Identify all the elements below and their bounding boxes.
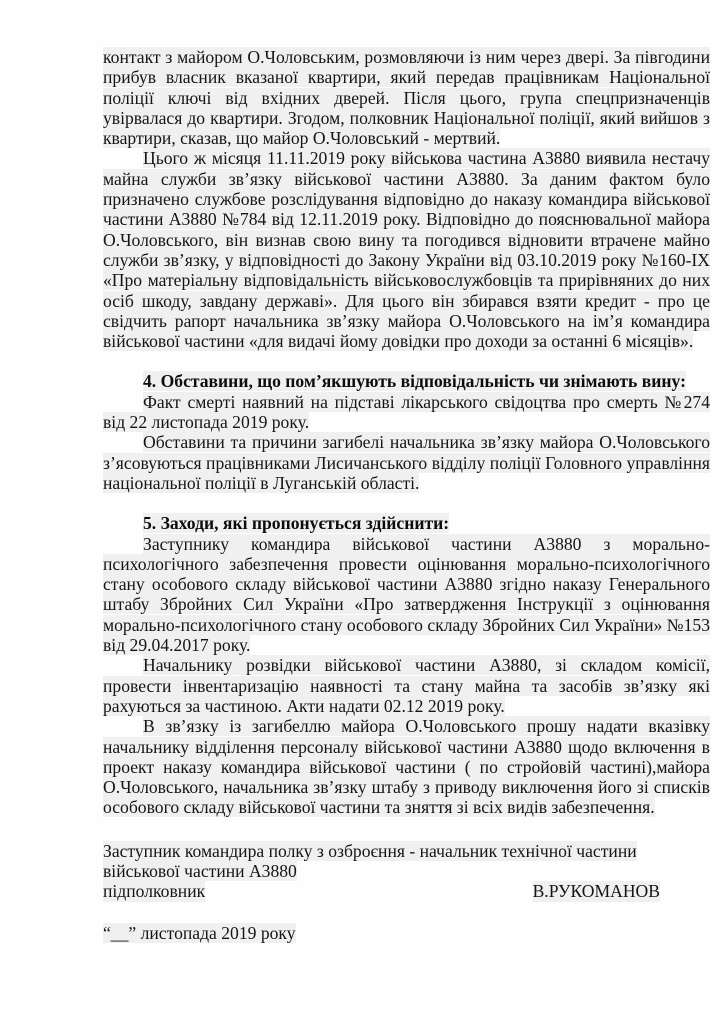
heading-text: 4. Обставини, що пом’якшують відповідальність чи знімають вину: — [143, 371, 686, 392]
paragraph-text: Факт смерті наявний на підставі лікарського свідоцтва про смерть №274 від 22 листопада 2019 року. — [103, 391, 710, 433]
body-paragraph — [103, 392, 710, 433]
date-text: “__” листопада 2019 року — [103, 922, 296, 943]
section-heading-5 — [103, 513, 710, 533]
section-heading-4 — [103, 371, 710, 391]
signature-unit-line — [103, 861, 710, 881]
date-line — [103, 923, 710, 943]
paragraph-text: Заступнику командира військової частини А3880 з морально-психологічного забезпечення провести оцінювання морально-психологічного стану особового складу військової частини А3880 згідно наказу Генерального штабу Збройних Сил України «Про затвердження Інструкції з оцінювання морально-психологічного стану особового складу Збройних Сил України» №153 від 29.04.2017 року. — [103, 533, 710, 656]
signature-position-line — [103, 841, 710, 861]
body-paragraph — [103, 534, 710, 656]
signature-rank-name-row — [103, 881, 710, 901]
paragraph-text: Обставини та причини загибелі начальника зв’язку майора О.Чоловського з’ясовуються працівниками Лисичанського відділу поліції Головного управління національної поліції в Луганській області. — [103, 432, 710, 493]
body-paragraph — [103, 47, 710, 148]
paragraph-text: Начальнику розвідки військової частини А3880, зі складом комісії, провести інвентаризацію наявності та стану майна та засобів зв’язку які рахуються за частиною. Акти надати 02.12 2019 року. — [103, 655, 710, 716]
signature-unit-text: військової частини А3880 — [103, 860, 297, 881]
signature-position-text: Заступник командира полку з озброєння - начальник технічної частини — [103, 840, 637, 861]
body-paragraph — [103, 432, 710, 493]
paragraph-text: Цього ж місяця 11.11.2019 року військова частина А3880 виявила нестачу майна служби зв’язку військової частини А3880. За даним фактом було призначено службове розслідування відповідно до наказу командира військової частини А3880 №784 від 12.11.2019 року. Відповідно до пояснювальної майора О.Чоловського, він визнав свою вину та погодився відновити втрачене майно служби зв’язку, у відповідності до Закону України від 03.10.2019 року №160-ІХ «Про матеріальну відповідальність військовослужбовців та прирівняних до них осіб шкоду, завдану державі». Для цього він збирався взяти кредит - про це свідчить рапорт начальника зв’язку майора О.Чоловського на ім’я командира військової частини «для видачі йому довідки про доходи за останні 6 місяців». — [103, 148, 710, 352]
document-body — [103, 47, 710, 943]
signature-rank: підполковник — [103, 881, 206, 902]
signature-name: В.РУКОМАНОВ — [532, 881, 660, 902]
body-paragraph — [103, 148, 710, 351]
body-paragraph — [103, 655, 710, 716]
heading-text: 5. Заходи, які пропонується здійснити: — [143, 513, 450, 534]
body-paragraph — [103, 716, 710, 817]
signature-block — [103, 841, 710, 902]
paragraph-text: В зв’язку із загибеллю майора О.Чоловського прошу надати вказівку начальнику відділення персоналу військової частини А3880 щодо включення в проект наказу командира військової частини ( по стройовій частині),майора О.Чоловського, начальника зв’язку штабу з приводу виключення його зі списків особового складу військової частини та зняття зі всіх видів забезпечення. — [103, 716, 710, 818]
paragraph-text: контакт з майором О.Чоловським, розмовляючи із ним через двері. За півгодини прибув власник вказаної квартири, який передав працівникам Національної поліції ключі від вхідних дверей. Після цього, група спецпризначенців увірвалася до квартири. Згодом, полковник Національної поліції, який вийшов з квартири, сказав, що майор О.Чоловський - мертвий. — [103, 47, 710, 149]
